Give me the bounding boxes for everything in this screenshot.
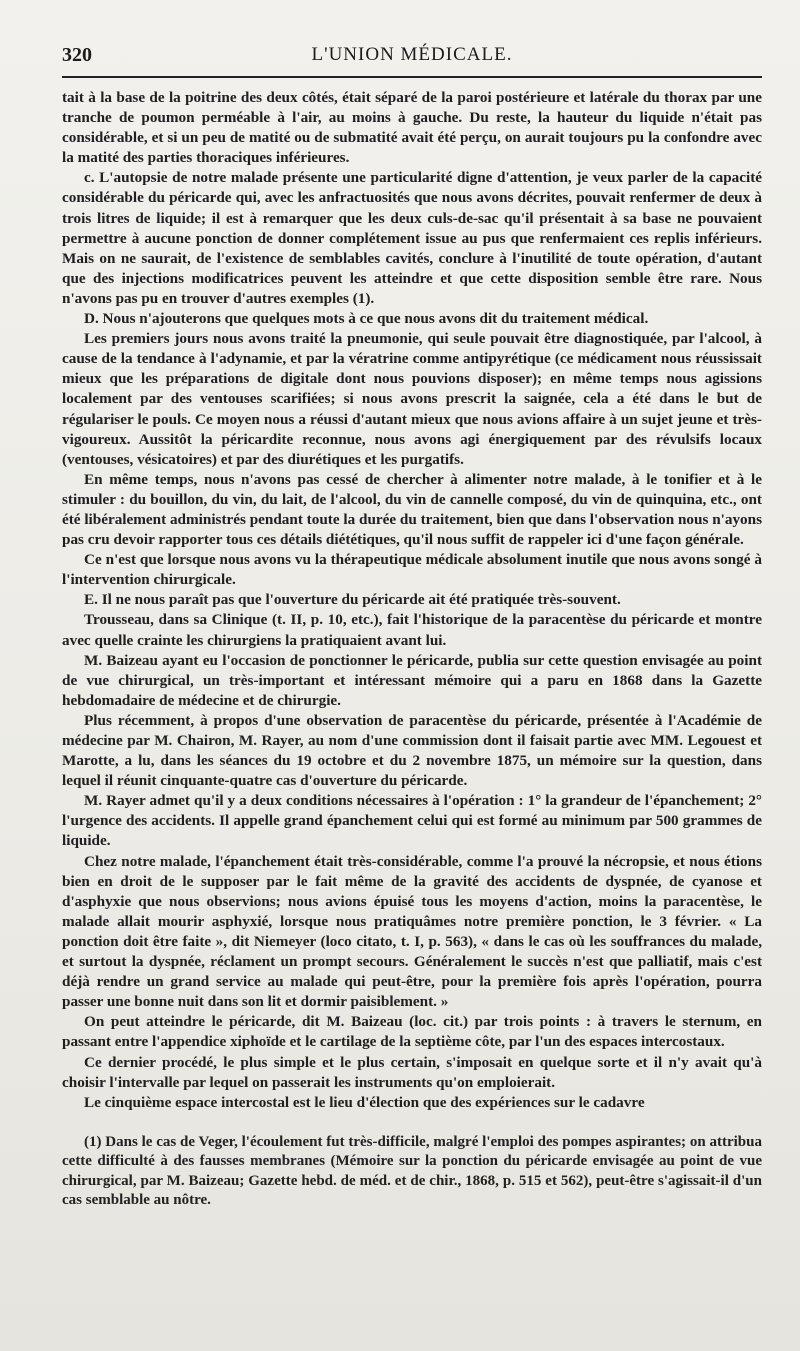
paragraph: Ce dernier procédé, le plus simple et le plus certain, s'imposait en quelque sorte et il n'y avait qu'à choisir l'intervalle par lequel on passerait les instruments qu'on emploierait. — [62, 1053, 762, 1091]
paragraph: Ce n'est que lorsque nous avons vu la thérapeutique médicale absolument inutile que nous avons songé à l'intervention chirurgicale. — [62, 551, 762, 589]
footnotes — [62, 1133, 762, 1211]
body-text — [62, 88, 762, 1113]
paragraph: Plus récemment, à propos d'une observation de paracentèse du péricarde, présentée à l'Académie de médecine par M. Chairon, M. Rayer, au nom d'une commission dont il faisait partie avec MM. Legouest et Marotte, a lu, dans les séances du 19 octobre et du 2 novembre 1875, un mémoire sur la question, dans lequel il réunit cinquante-quatre cas d'ouverture du péricarde. — [62, 711, 762, 790]
paragraph: tait à la base de la poitrine des deux côtés, était séparé de la paroi postérieure et latérale du thorax par une tranche de poumon perméable à l'air, au moins à gauche. Du reste, la hauteur du liquide n'était pas considérable, et si un peu de matité ou de submatité avait été perçu, on aurait toujours pu la confondre avec la matité des parties thoraciques inférieures. — [62, 89, 762, 167]
footnote: (1) Dans le cas de Veger, l'écoulement fut très-difficile, malgré l'emploi des pompes aspirantes; on attribua cette difficulté à des fausses membranes (Mémoire sur la ponction du péricarde envisagée au point de vue chirurgical, par M. Baizeau; Gazette hebd. de méd. et de chir., 1868, p. 515 et 562), peut-être s'agissait-il d'un cas semblable au nôtre. — [62, 1133, 762, 1209]
paragraph: c. L'autopsie de notre malade présente une particularité digne d'attention, je veux parler de la capacité considérable du péricarde qui, avec les anfractuosités que nous avons décrites, pouvait renfermer de deux à trois litres de liquide; il est à remarquer que les deux culs-de-sac qu'il présentait à sa base ne pouvaient permettre à aucune ponction de donner complétement issue au pus que renfermaient ces replis inférieurs. Mais on ne saurait, de l'existence de semblables cavités, conclure à l'inutilité de toute opération, d'autant que des injections modificatrices peuvent les atteindre et que cette disposition semble être rare. Nous n'avons pas pu en trouver d'autres exemples (1). — [62, 169, 762, 307]
paragraph: E. Il ne nous paraît pas que l'ouverture du péricarde ait été pratiquée très-souvent. — [84, 591, 621, 609]
page-header — [62, 40, 762, 74]
paragraph: Le cinquième espace intercostal est le lieu d'élection que des expériences sur le cadavre — [84, 1093, 645, 1111]
header-rule — [62, 76, 762, 78]
paragraph: M. Baizeau ayant eu l'occasion de ponctionner le péricarde, publia sur cette question envisagée au point de vue chirurgical, un très-important et intéressant mémoire qui a paru en 1868 dans la Gazette hebdomadaire de médecine et de chirurgie. — [62, 651, 762, 709]
paragraph: On peut atteindre le péricarde, dit M. Baizeau (loc. cit.) par trois points : à travers le sternum, en passant entre l'appendice xiphoïde et le cartilage de la septième côte, par l'un des espaces intercostaux. — [62, 1013, 762, 1051]
paragraph: Les premiers jours nous avons traité la pneumonie, qui seule pouvait être diagnostiquée, par l'alcool, à cause de la tendance à l'adynamie, et par la vératrine comme antipyrétique (ce médicament nous réussissait mieux que les préparations de digitale dont nous pouvions disposer); en même temps nous agissions localement par des ventouses scarifiées; si nous avons prescrit la saignée, cela a été dans le but de régulariser le pouls. Ce moyen nous a réussi d'autant mieux que nous avions affaire à un sujet jeune et très-vigoureux. Aussitôt la péricardite reconnue, nous avons agi énergiquement par des révulsifs locaux (ventouses, vésicatoires) et par des diurétiques et les purgatifs. — [62, 330, 762, 468]
paragraph: D. Nous n'ajouterons que quelques mots à ce que nous avons dit du traitement médical. — [84, 310, 649, 328]
page-number: 320 — [62, 44, 92, 66]
running-title: L'UNION MÉDICALE. — [311, 44, 513, 65]
paragraph: Chez notre malade, l'épanchement était très-considérable, comme l'a prouvé la nécropsie, et nous étions bien en droit de le supposer par le fait même de la gravité des accidents de dyspnée, de cyanose et d'asphyxie que nous observions; nous avions épuisé tous les moyens d'action, moins la paracentèse, le malade allait mourir asphyxié, lorsque nous pratiquâmes notre première ponction, le 3 février. « La ponction doit être faite », dit Niemeyer (loco citato, t. I, p. 563), « dans le cas où les souffrances du malade, et surtout la dyspnée, réclament un prompt secours. Généralement le succès n'est que palliatif, mais c'est déjà rendre un grand service au malade qui peut-être, pour la première fois après l'opération, pourra passer une bonne nuit dans son lit et dormir paisiblement. » — [62, 852, 762, 1011]
paragraph: En même temps, nous n'avons pas cessé de chercher à alimenter notre malade, à le tonifier et à le stimuler : du bouillon, du vin, du lait, de l'alcool, du vin de cannelle composé, du vin de quinquina, etc., ont été libéralement administrés pendant toute la durée du traitement, bien que dans l'observation nous n'ayons pas cru devoir rapporter tous ces détails diététiques, qu'il nous suffit de rappeler ici d'une façon générale. — [62, 470, 762, 549]
paragraph: M. Rayer admet qu'il y a deux conditions nécessaires à l'opération : 1° la grandeur de l'épanchement; 2° l'urgence des accidents. Il appelle grand épanchement celui qui est formé au minimum par 500 grammes de liquide. — [62, 792, 762, 850]
paragraph: Trousseau, dans sa Clinique (t. II, p. 10, etc.), fait l'historique de la paracentèse du péricarde et montre avec quelle crainte les chirurgiens la pratiquaient avant lui. — [62, 611, 762, 649]
